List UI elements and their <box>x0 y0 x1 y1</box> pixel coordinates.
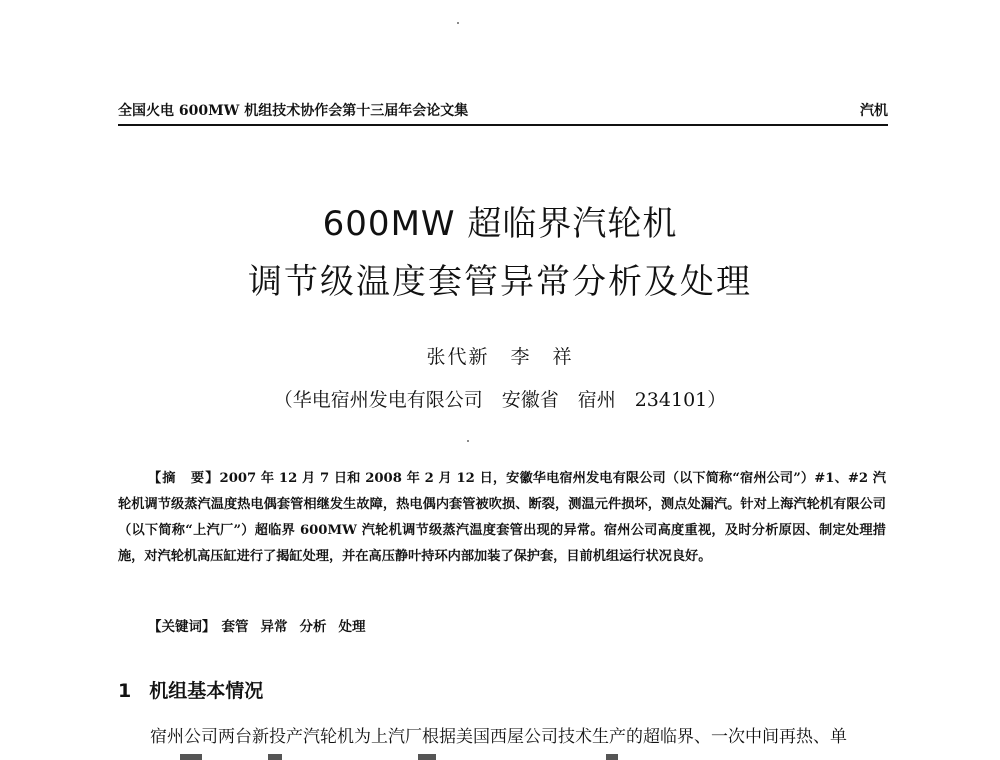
keywords-label: 【关键词】 <box>148 619 216 635</box>
proceedings-title: 全国火电 600MW 机组技术协作会第十三届年会论文集 <box>118 103 469 119</box>
keywords-line <box>148 615 372 635</box>
keyword: 处理 <box>338 619 366 635</box>
abstract-block <box>118 466 886 570</box>
abstract-paragraph <box>118 466 886 570</box>
section-title: 机组基本情况 <box>149 680 264 702</box>
scan-speck <box>467 440 469 442</box>
section-heading <box>118 676 263 703</box>
paper-title-line-2: 调节级温度套管异常分析及处理 <box>248 262 752 302</box>
body-paragraph-first-line: 宿州公司两台新投产汽轮机为上汽厂根据美国西屋公司技术生产的超临界、一次中间再热、单 <box>150 727 847 747</box>
running-header <box>118 102 888 126</box>
scan-speck <box>457 22 459 24</box>
author-affiliation: （华电宿州发电有限公司 安徽省 宿州 234101） <box>273 389 727 411</box>
section-category: 汽机 <box>860 103 888 119</box>
keyword: 套管 <box>221 619 249 635</box>
author-list: 张代新 李 祥 <box>426 346 574 368</box>
cropped-glyph-fragment <box>606 754 618 760</box>
cropped-glyph-fragment <box>418 754 436 760</box>
cropped-next-line <box>118 752 878 760</box>
cropped-glyph-fragment <box>268 754 282 760</box>
abstract-label: 【摘 要】 <box>148 471 220 486</box>
paper-title-line-1: 600MW 超临界汽轮机 <box>322 204 678 244</box>
keyword: 异常 <box>260 619 288 635</box>
section-number: 1 <box>118 680 132 702</box>
abstract-text: 2007 年 12 月 7 日和 2008 年 2 月 12 日，安徽华电宿州发电有限公司（以下简称“宿州公司”）#1、#2 汽轮机调节级蒸汽温度热电偶套管相继发生故障，热电偶内套管被吹损、断裂，测温元件损坏，测点处漏汽。针对上海汽轮机有限公司（以下简称“上汽厂”）超临界 600MW 汽轮机调节级蒸汽温度套管出现的异常。宿州公司高度重视，及时分析原因、制定处理措施，对汽轮机高压缸进行了揭缸处理，并在高压静叶持环内部加装了保护套，目前机组运行状况良好。 <box>118 471 886 564</box>
cropped-glyph-fragment <box>180 754 202 760</box>
keyword: 分析 <box>299 619 327 635</box>
